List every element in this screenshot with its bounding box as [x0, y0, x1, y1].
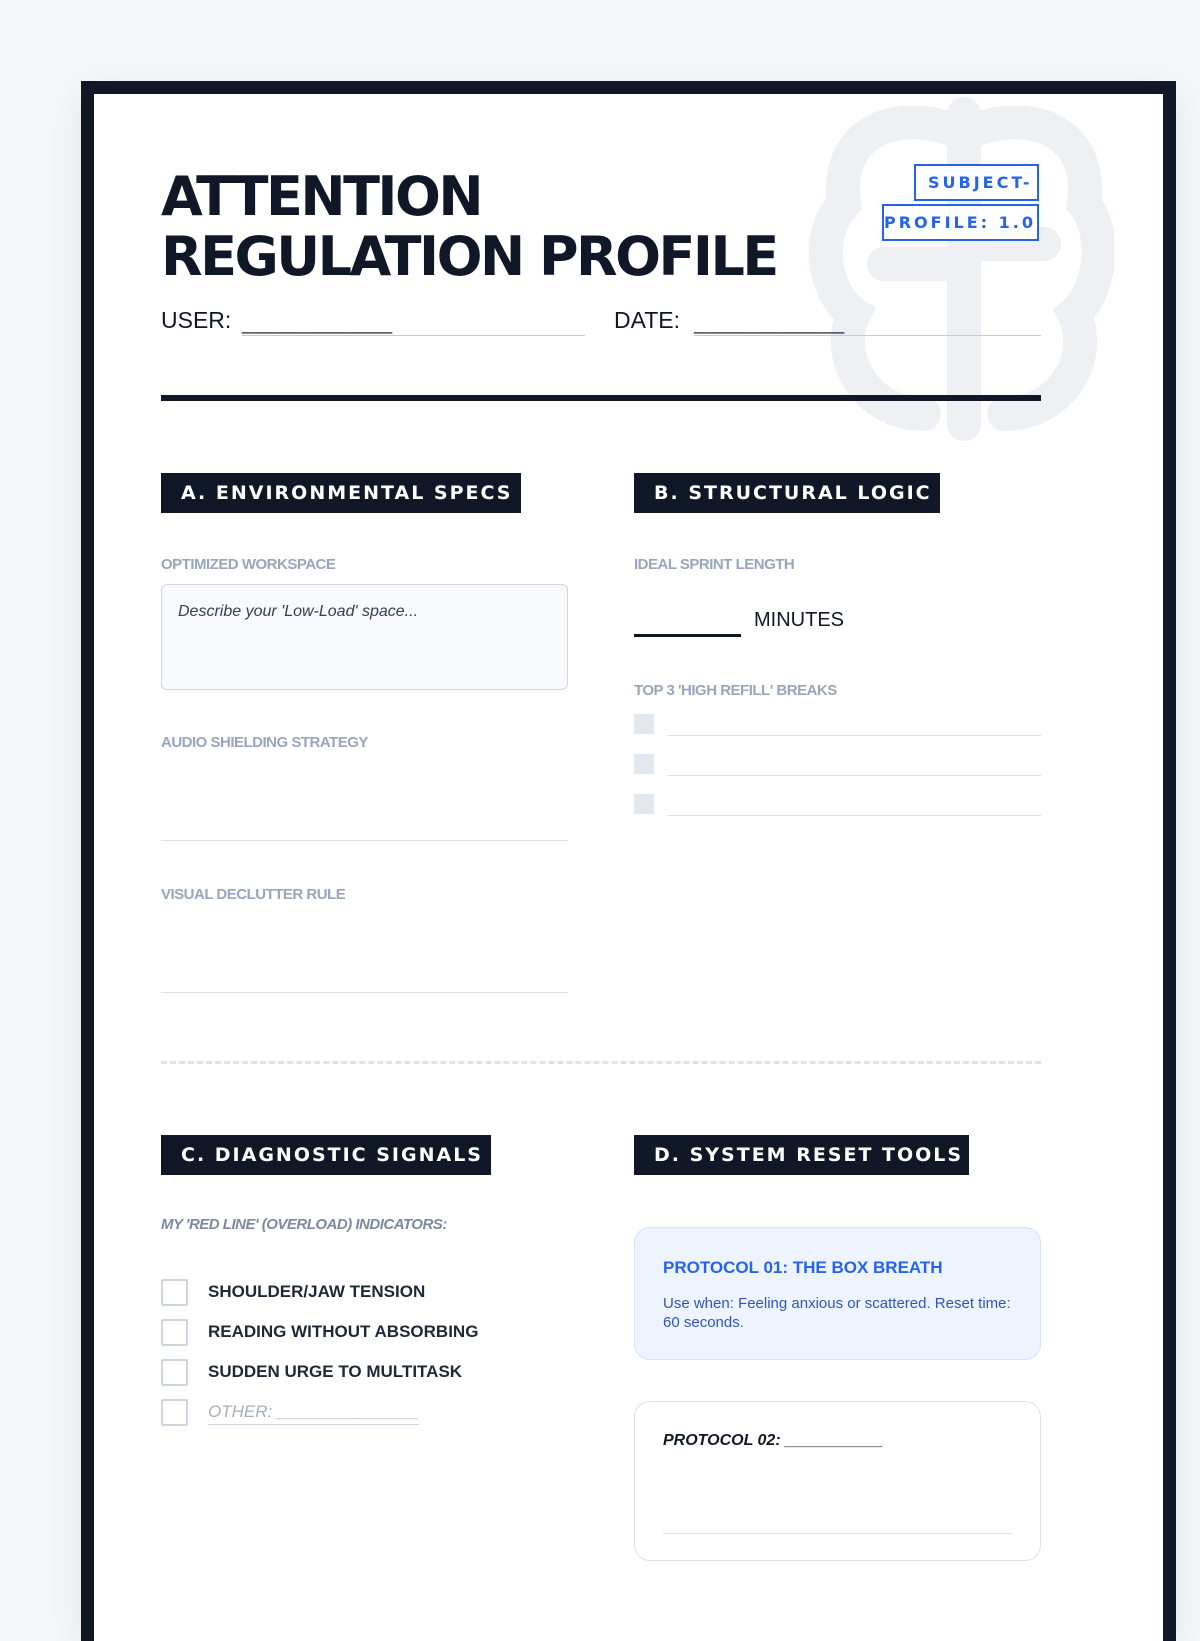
protocol-02-card [634, 1401, 1041, 1561]
profile-version-tag [882, 204, 1039, 241]
section-b-heading [634, 473, 940, 513]
indicator-checkbox[interactable] [161, 1399, 188, 1426]
section-c-heading [161, 1135, 491, 1175]
date-label: DATE: [614, 307, 681, 333]
visual-field[interactable] [161, 992, 568, 993]
minutes-unit: MINUTES [754, 609, 844, 631]
indicator-label: SHOULDER/JAW TENSION [208, 1282, 426, 1301]
date-field-value: _______________ [694, 314, 845, 334]
brain-icon [774, 94, 1114, 444]
indicators-label: MY 'RED LINE' (OVERLOAD) INDICATORS: [161, 1216, 447, 1233]
visual-label: VISUAL DECLUTTER RULE [161, 886, 346, 903]
workspace-placeholder: Describe your 'Low-Load' space... [178, 603, 419, 620]
break-field-1[interactable] [667, 735, 1041, 736]
title-line-1: ATTENTION [161, 165, 482, 228]
indicator-label: READING WITHOUT ABSORBING [208, 1322, 479, 1341]
title-line-2: REGULATION PROFILE [161, 225, 777, 288]
audio-field[interactable] [161, 840, 568, 841]
date-field[interactable] [694, 314, 1041, 336]
page-title [161, 167, 777, 287]
section-c-heading-label: C. DIAGNOSTIC SIGNALS [181, 1144, 483, 1166]
user-field-value: _______________ [242, 314, 393, 334]
protocol-01-card [634, 1227, 1041, 1360]
indicator-label: SUDDEN URGE TO MULTITASK [208, 1362, 463, 1381]
section-a-heading-label: A. ENVIRONMENTAL SPECS [181, 482, 513, 504]
user-field[interactable] [242, 314, 585, 336]
section-a-heading [161, 473, 521, 513]
user-label: USER: [161, 307, 232, 333]
protocol-01-title: PROTOCOL 01: THE BOX BREATH [663, 1258, 943, 1277]
indicator-checkbox[interactable] [161, 1359, 188, 1386]
protocol-02-field[interactable] [663, 1533, 1013, 1534]
section-b-heading-label: B. STRUCTURAL LOGIC [654, 482, 932, 504]
subject-tag-label: SUBJECT- [928, 173, 1033, 192]
subject-tag [914, 164, 1039, 201]
section-divider [161, 1061, 1041, 1064]
profile-sheet [81, 81, 1176, 1641]
section-d-heading [634, 1135, 969, 1175]
breaks-label: TOP 3 'HIGH REFILL' BREAKS [634, 682, 837, 699]
indicator-other-field[interactable]: OTHER: _______________ [208, 1402, 419, 1425]
protocol-02-title[interactable]: PROTOCOL 02: ___________ [663, 1432, 883, 1449]
workspace-label: OPTIMIZED WORKSPACE [161, 556, 336, 573]
indicator-checkbox[interactable] [161, 1319, 188, 1346]
break-checkbox-3[interactable] [634, 794, 654, 814]
break-checkbox-1[interactable] [634, 714, 654, 734]
workspace-textarea[interactable] [161, 584, 568, 690]
indicator-checkbox[interactable] [161, 1279, 188, 1306]
audio-label: AUDIO SHIELDING STRATEGY [161, 734, 368, 751]
break-field-2[interactable] [667, 775, 1041, 776]
break-checkbox-2[interactable] [634, 754, 654, 774]
sprint-length-field[interactable] [634, 634, 741, 637]
section-d-heading-label: D. SYSTEM RESET TOOLS [654, 1144, 964, 1166]
sprint-length-label: IDEAL SPRINT LENGTH [634, 556, 795, 573]
protocol-01-description: Use when: Feeling anxious or scattered. Reset time: 60 seconds. [663, 1295, 1011, 1331]
break-field-3[interactable] [667, 815, 1041, 816]
header-divider [161, 395, 1041, 401]
profile-version-label: PROFILE: 1.0 [884, 213, 1036, 232]
